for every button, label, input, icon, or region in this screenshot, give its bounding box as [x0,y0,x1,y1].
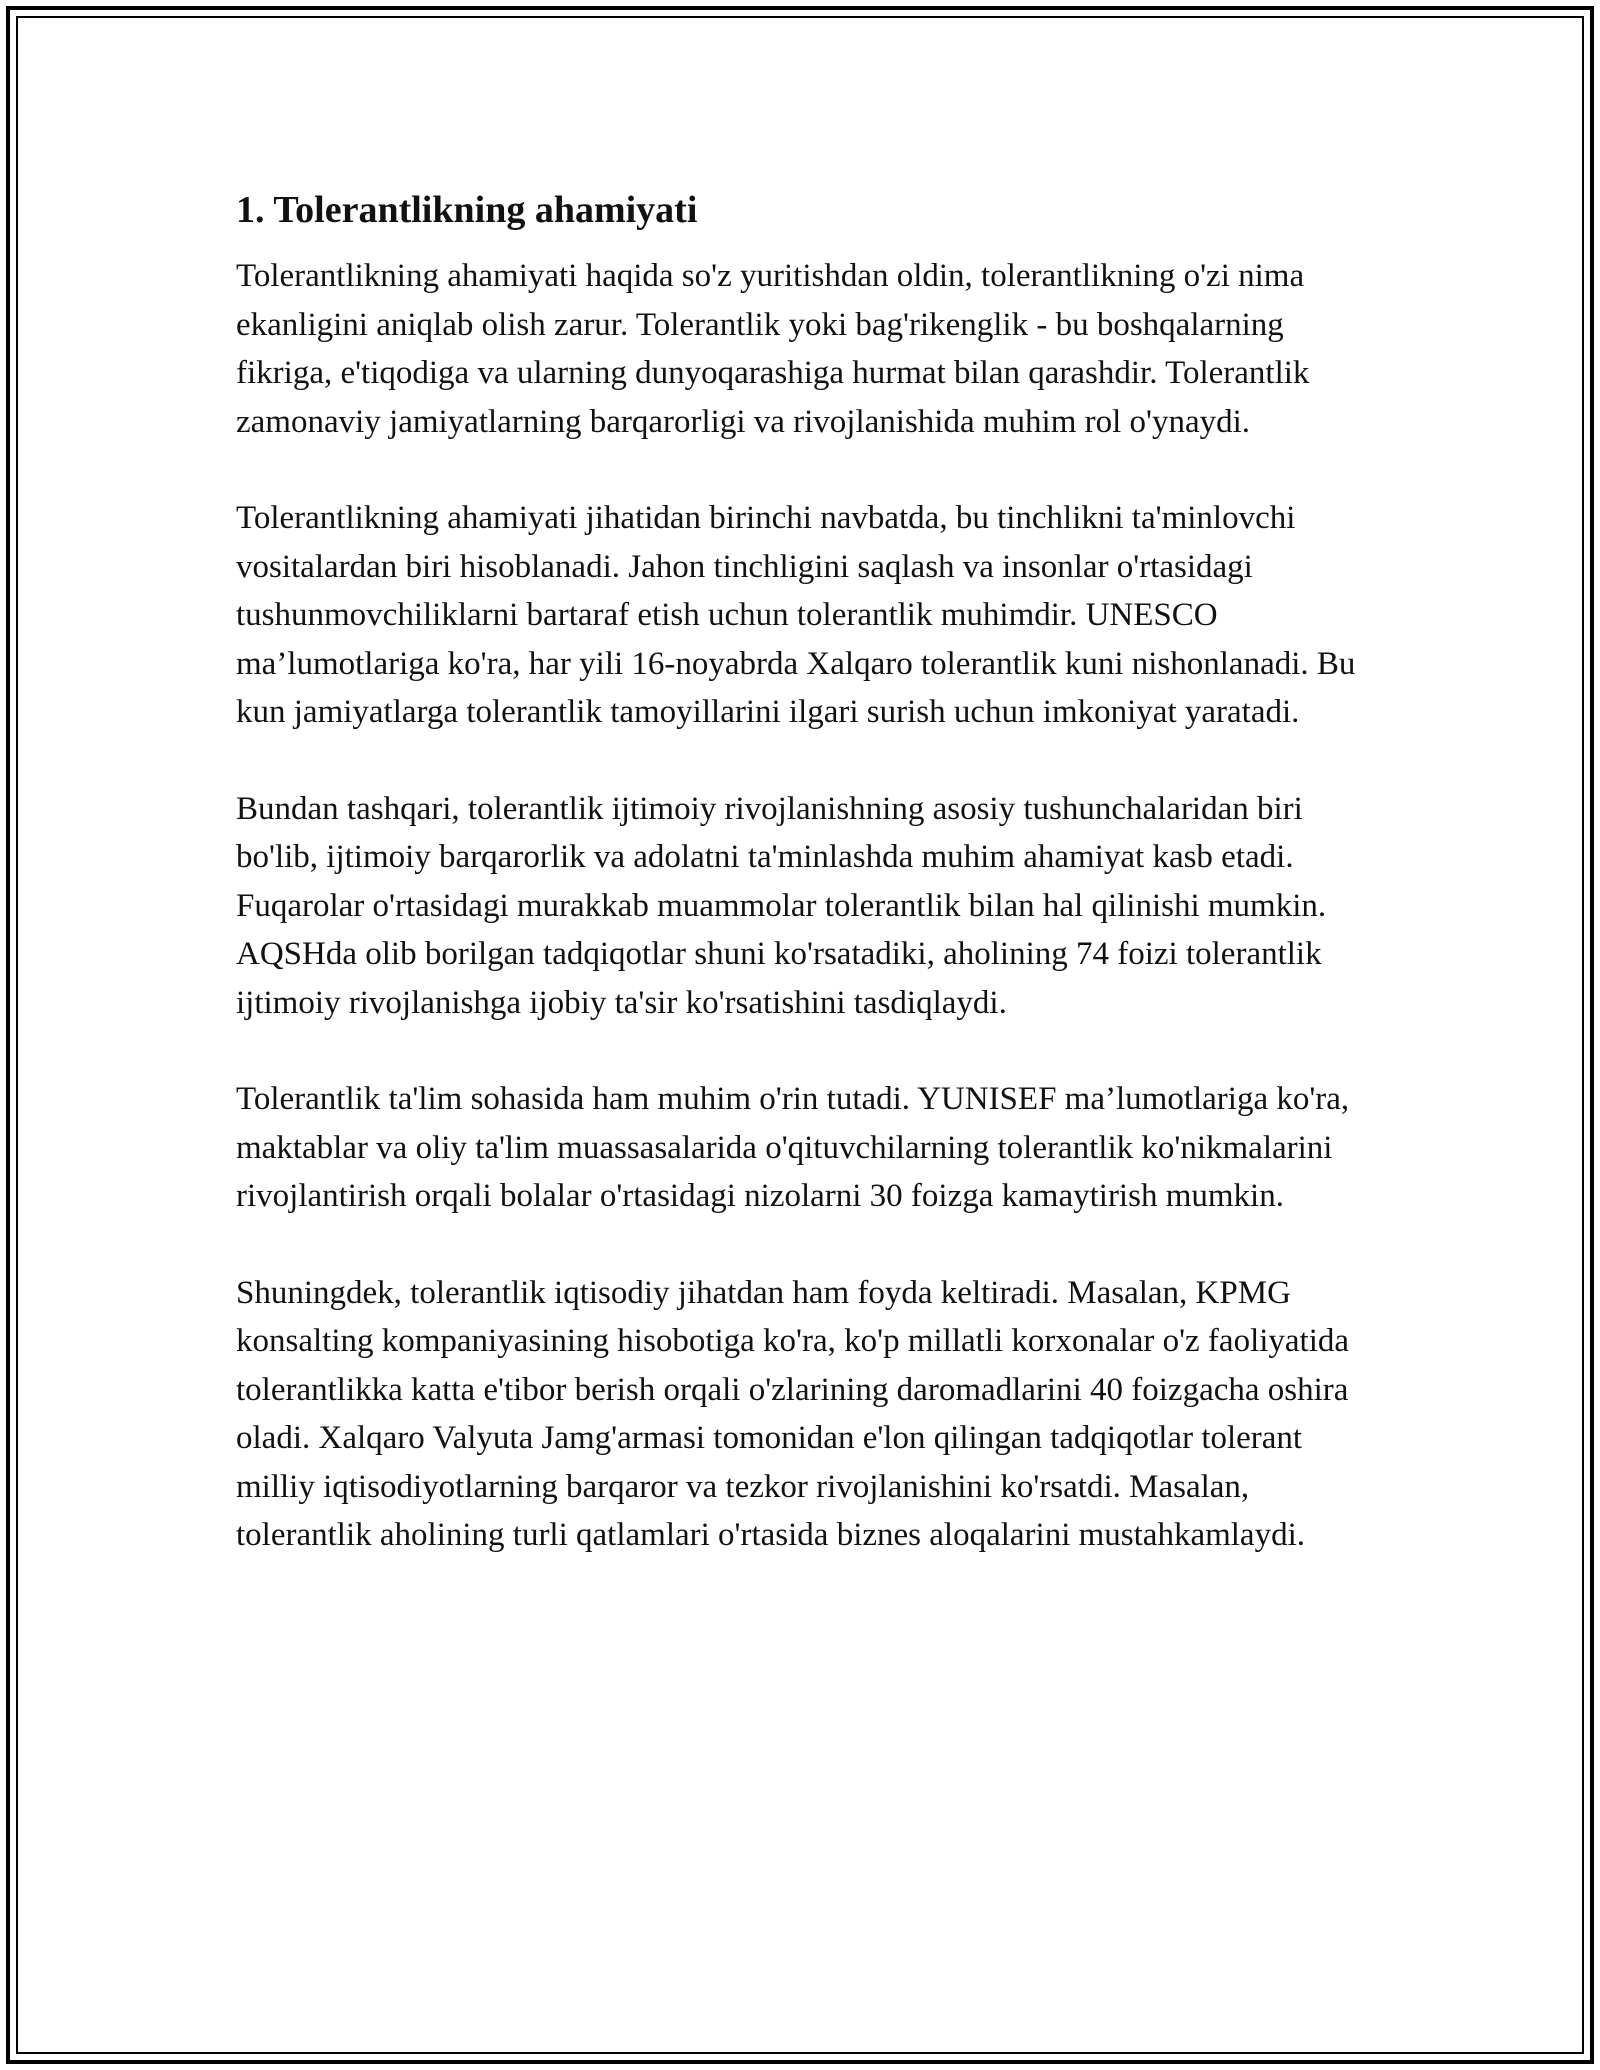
paragraph-4: Tolerantlik ta'lim sohasida ham muhim o'rin tutadi. YUNISEF ma’lumotlariga ko'ra, maktablar va oliy ta'lim muassasalarida o'qituvchilarning tolerantlik ko'nikmalarini rivojlantirish orqali bolalar o'rtasidagi nizolarni 30 foizga kamaytirish mumkin. [236,1081,1350,1214]
document-body [236,186,1376,1560]
paragraph-3: Bundan tashqari, tolerantlik ijtimoiy rivojlanishning asosiy tushunchalaridan biri bo'lib, ijtimoiy barqarorlik va adolatni ta'minlashda muhim ahamiyat kasb etadi. Fuqarolar o'rtasidagi murakkab muammolar tolerantlik bilan hal qilinishi mumkin. AQSHda olib borilgan tadqiqotlar shuni ko'rsatadiki, aholining 74 foizi tolerantlik ijtimoiy rivojlanishga ijobiy ta'sir ko'rsatishini tasdiqlaydi. [236,790,1327,1021]
paragraph-2: Tolerantlikning ahamiyati jihatidan birinchi navbatda, bu tinchlikni ta'minlovchi vositalardan biri hisoblanadi. Jahon tinchligini saqlash va insonlar o'rtasidagi tushunmovchiliklarni bartaraf etish uchun tolerantlik muhimdir. UNESCO ma’lumotlariga ko'ra, har yili 16-noyabrda Xalqaro tolerantlik kuni nishonlanadi. Bu kun jamiyatlarga tolerantlik tamoyillarini ilgari surish uchun imkoniyat yaratadi. [236,500,1356,730]
paragraph-5: Shuningdek, tolerantlik iqtisodiy jihatdan ham foyda keltiradi. Masalan, KPMG konsalting kompaniyasining hisobotiga ko'ra, ko'p millatli korxonalar o'z faoliyatida tolerantlikka katta e'tibor berish orqali o'zlarining daromadlarini 40 foizgacha oshira oladi. Xalqaro Valyuta Jamg'armasi tomonidan e'lon qilingan tadqiqotlar tolerant milliy iqtisodiyotlarning barqaror va tezkor rivojlanishini ko'rsatdi. Masalan, tolerantlik aholining turli qatlamlari o'rtasida biznes aloqalarini mustahkamlaydi. [236,1274,1350,1553]
paragraph-1: Tolerantlikning ahamiyati haqida so'z yuritishdan oldin, tolerantlikning o'zi nima ekanligini aniqlab olish zarur. Tolerantlik yoki bag'rikenglik - bu boshqalarning fikriga, e'tiqodiga va ularning dunyoqarashiga hurmat bilan qarashdir. Tolerantlik zamonaviy jamiyatlarning barqarorligi va rivojlanishida muhim rol o'ynaydi. [236,258,1310,440]
section-heading: 1. Tolerantlikning ahamiyati [236,189,698,231]
